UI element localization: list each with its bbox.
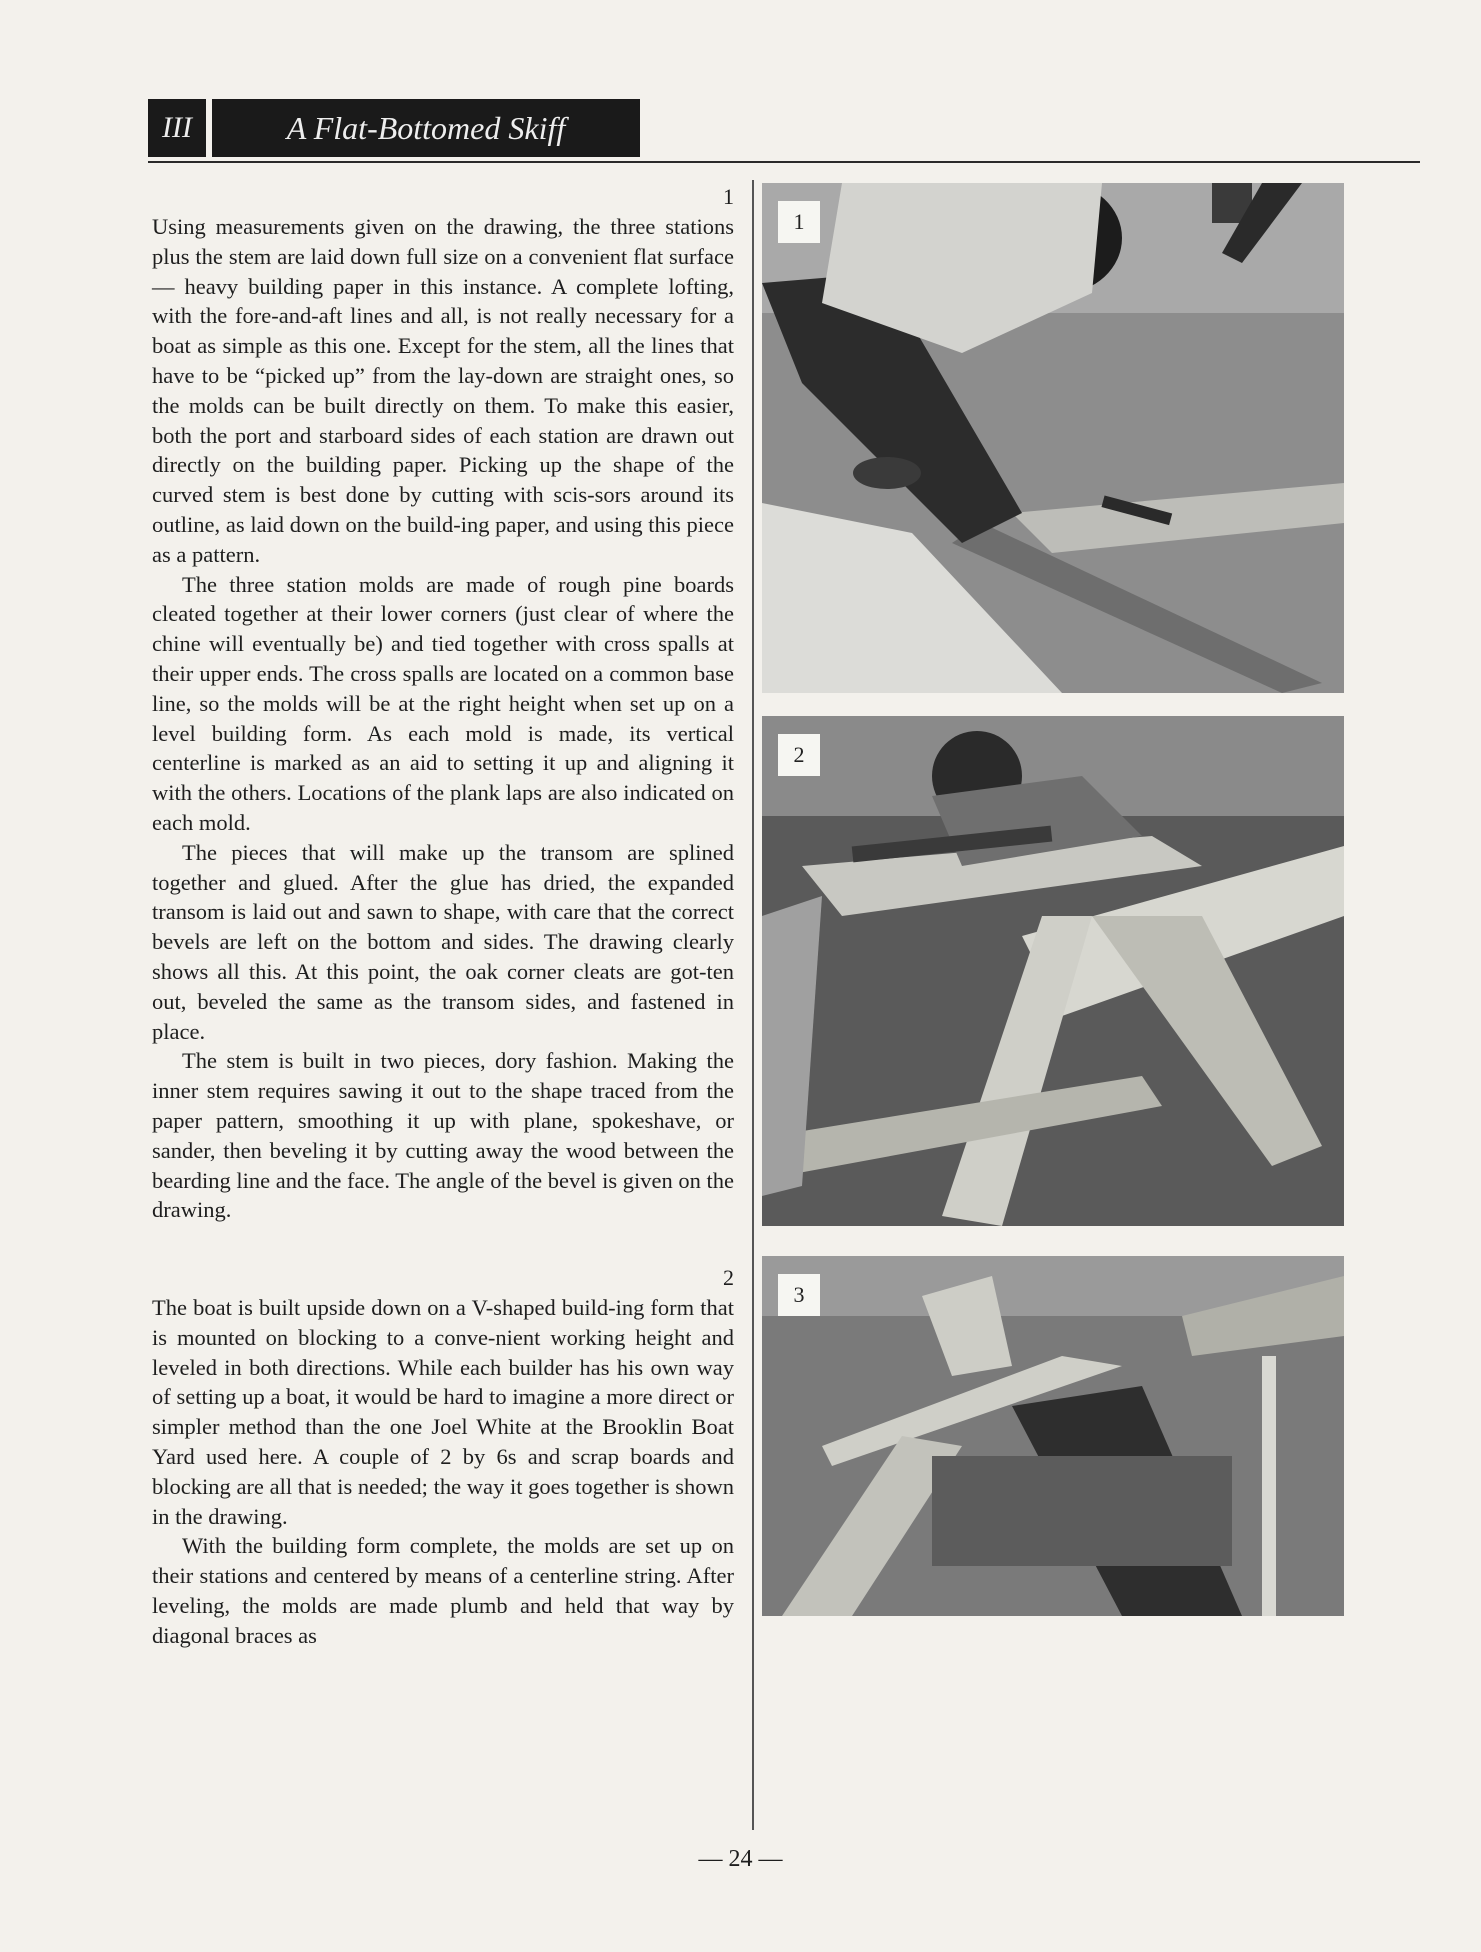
photo-stem [762,1256,1344,1616]
photo-building-form-image [762,716,1344,1226]
photo-lofting-image [762,183,1344,693]
page-number: — 24 — [698,1846,783,1872]
paragraph: With the building form complete, the molds are set up on their stations and centered by means of a centerline string. After leveling, the molds are made plumb and held that way by diagonal braces as [152,1533,734,1648]
paragraph: The stem is built in two pieces, dory fashion. Making the inner stem requires sawing it out to the shape traced from the paper pattern, smoothing it up with plane, spokeshave, or sander, then beveling it by cutting away the wood between the bearding line and the face. The angle of the bevel is given on the drawing. [152,1048,734,1223]
section-gap [152,1225,734,1263]
paragraph: Using measurements given on the drawing, the three stations plus the stem are laid down full size on a convenient flat surface — heavy building paper in this instance. A complete lofting, with the fore-and-aft lines and all, is not really necessary for a boat as simple as this one. Except for the stem, all the lines that have to be “picked up” from the lay-down are straight ones, so the molds can be built directly on them. To make this easier, both the port and starboard sides of each station are drawn out directly on the building paper. Picking up the shape of the curved stem is best done by cutting with scis-sors around its outline, as laid down on the build-ing paper, and using this piece as a pattern. [152,214,734,567]
photo-building-form [762,716,1344,1226]
photo-number: 1 [778,201,820,243]
header-rule [148,161,1420,163]
chapter-title: A Flat-Bottomed Skiff [212,99,640,157]
photo-number: 2 [778,734,820,776]
photo-number: 3 [778,1274,820,1316]
paragraph: The boat is built upside down on a V-shaped build-ing form that is mounted on blocking to a conve-nient working height and leveled in both directions. While each builder has his own way of setting up a boat, it would be hard to imagine a more direct or simpler method than the one Joel White at the Brooklin Boat Yard used here. A couple of 2 by 6s and scrap boards and blocking are all that is needed; the way it goes together is shown in the drawing. [152,1295,734,1529]
text-column [152,182,734,1651]
chapter-number: III [148,99,206,157]
section-number: 2 [723,1265,734,1291]
chapter-header [148,99,640,157]
section-number: 1 [723,184,734,209]
column-divider [752,180,754,1830]
paragraph: The pieces that will make up the transom are splined together and glued. After the glue has dried, the expanded transom is laid out and sawn to shape, with care that the correct bevels are left on the bottom and sides. The drawing clearly shows all this. At this point, the oak corner cleats are got-ten out, beveled the same as the transom sides, and fastened in place. [152,839,734,1044]
photo-lofting [762,183,1344,693]
photo-stem-image [762,1256,1344,1616]
paragraph: The three station molds are made of rough pine boards cleated together at their lower corners (just clear of where the chine will eventually be) and tied together with cross spalls at their upper ends. The cross spalls are located on a common base line, so the molds will be at the right height when set up on a level building form. As each mold is made, its vertical centerline is marked as an aid to setting it up and aligning it with the others. Locations of the plank laps are also indicated on each mold. [152,571,734,835]
